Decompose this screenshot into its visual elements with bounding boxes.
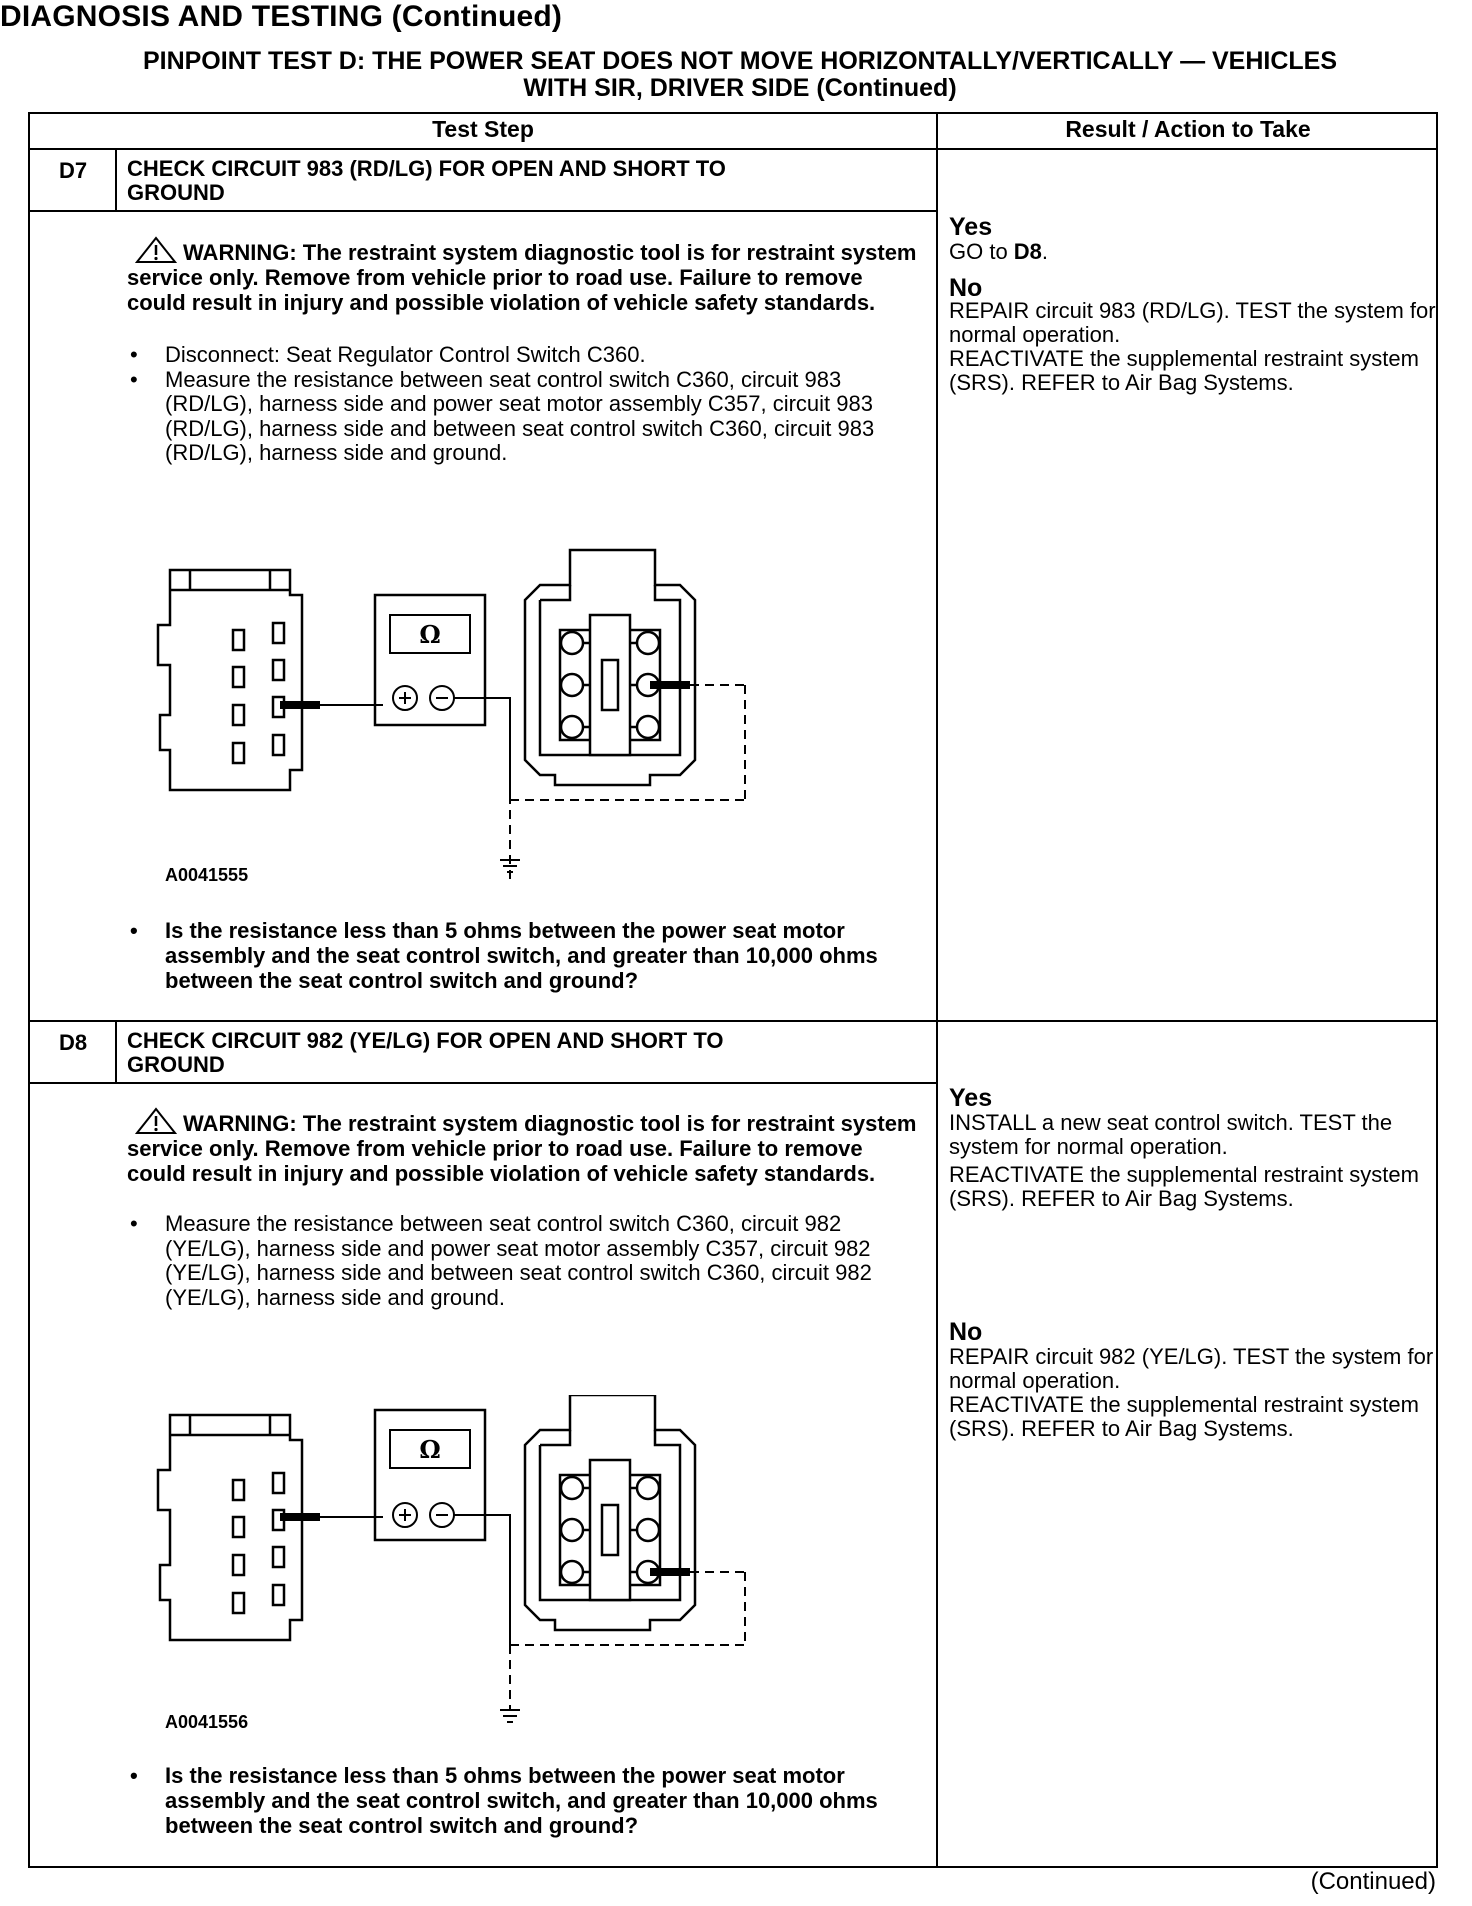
test-question [127, 1763, 917, 1838]
warning-triangle-icon [135, 236, 177, 264]
no-action-text: REACTIVATE the supplemental restraint system (SRS). REFER to Air Bag Systems. [949, 1392, 1419, 1441]
pinpoint-test-title [30, 48, 1450, 102]
d7-title-divider [28, 210, 936, 212]
step-divider [28, 1020, 1438, 1022]
yes-action-suffix: . [1041, 239, 1049, 264]
step-title-line-2: GROUND [127, 180, 225, 205]
warning-message: WARNING: The restraint system diagnostic tool is for restraint system service only. Remove from vehicle prior to road use. Failure to remove could result in injury and possible violation of vehicle safety standards. [127, 1111, 917, 1186]
yes-action [949, 1111, 1439, 1211]
page-title: DIAGNOSIS AND TESTING (Continued) [0, 0, 563, 33]
circuit-diagram [150, 545, 750, 885]
yes-action-text: REACTIVATE the supplemental restraint system (SRS). REFER to Air Bag Systems. [949, 1162, 1419, 1211]
step-id: D7 [58, 158, 88, 183]
figure-id: A0041556 [165, 1712, 249, 1732]
warning-message: WARNING: The restraint system diagnostic tool is for restraint system service only. Remove from vehicle prior to road use. Failure to remove could result in injury and possible violation of vehicle safety standards. [127, 240, 917, 315]
warning-text [127, 236, 917, 315]
seat-control-switch-connector [158, 570, 302, 790]
ohmmeter [375, 595, 485, 725]
no-action [949, 299, 1439, 395]
d8-title-divider [28, 1082, 936, 1084]
d7-id-divider [115, 148, 117, 210]
step-title-line-1: CHECK CIRCUIT 982 (YE/LG) FOR OPEN AND SHORT TO [127, 1028, 724, 1053]
step-title-line-2: GROUND [127, 1052, 225, 1077]
yes-action-text: GO to [949, 239, 1014, 264]
no-action [949, 1345, 1439, 1441]
question-text: • Is the resistance less than 5 ohms between the power seat motor assembly and the seat control switch, and greater than 10,000 ohms between the seat control switch and ground? [165, 918, 878, 993]
column-header-test-step: Test Step [432, 116, 534, 142]
ohm-symbol: Ω [419, 1435, 441, 1464]
no-action-text: REACTIVATE the supplemental restraint system (SRS). REFER to Air Bag Systems. [949, 346, 1419, 395]
instruction-list [127, 1212, 917, 1310]
meter-probe [650, 681, 690, 689]
meter-probe [650, 1568, 690, 1576]
column-header-result: Result / Action to Take [1065, 116, 1311, 142]
no-label: No [949, 274, 983, 302]
yes-action-text: INSTALL a new seat control switch. TEST the system for normal operation. [949, 1110, 1393, 1159]
power-seat-motor-connector [525, 550, 695, 785]
question-text: • Is the resistance less than 5 ohms between the power seat motor assembly and the seat control switch, and greater than 10,000 ohms between the seat control switch and ground? [165, 1763, 878, 1838]
power-seat-motor-connector [525, 1395, 695, 1630]
list-item: • Measure the resistance between seat control switch C360, circuit 982 (YE/LG), harness side and power seat motor assembly C357, circuit 982 (YE/LG), harness side and between seat control switch C360, circuit 982 (YE/LG), harness side and ground. [127, 1212, 917, 1310]
instruction-list [127, 343, 917, 466]
step-title [127, 157, 927, 205]
meter-probe [280, 701, 320, 709]
pinpoint-title-line-1: PINPOINT TEST D: THE POWER SEAT DOES NOT MOVE HORIZONTALLY/VERTICALLY — VEHICLES [142, 47, 1338, 75]
yes-action [949, 240, 1439, 264]
pinpoint-title-line-2: WITH SIR, DRIVER SIDE (Continued) [523, 74, 957, 102]
figure-id: A0041555 [165, 865, 249, 885]
ohmmeter [375, 1410, 485, 1540]
ohm-symbol: Ω [419, 620, 441, 649]
warning-text [127, 1107, 917, 1186]
seat-control-switch-connector [158, 1415, 302, 1640]
continued-label: (Continued) [1310, 1868, 1436, 1895]
column-divider [936, 112, 938, 1868]
step-title-line-1: CHECK CIRCUIT 983 (RD/LG) FOR OPEN AND SHORT TO [127, 156, 726, 181]
no-action-text: REPAIR circuit 982 (YE/LG). TEST the system for normal operation. [949, 1344, 1434, 1393]
warning-triangle-icon [135, 1107, 177, 1135]
d8-id-divider [115, 1020, 117, 1082]
circuit-diagram [150, 1395, 750, 1735]
header-row-divider [28, 148, 1438, 150]
list-item: • Measure the resistance between seat control switch C360, circuit 983 (RD/LG), harness side and power seat motor assembly C357, circuit 983 (RD/LG), harness side and between seat control switch C360, circuit 983 (RD/LG), harness side and ground. [127, 368, 917, 466]
no-action-text: REPAIR circuit 983 (RD/LG). TEST the system for normal operation. [949, 298, 1436, 347]
no-label: No [949, 1318, 983, 1346]
yes-label: Yes [949, 213, 993, 241]
yes-label: Yes [949, 1084, 993, 1112]
meter-probe [280, 1513, 320, 1521]
list-item: • Disconnect: Seat Regulator Control Switch C360. [127, 343, 917, 368]
ground-icon [500, 1710, 520, 1722]
goto-step-link[interactable]: D8 [1013, 239, 1042, 264]
step-title [127, 1029, 927, 1077]
test-question [127, 918, 917, 993]
step-id: D8 [58, 1030, 88, 1055]
